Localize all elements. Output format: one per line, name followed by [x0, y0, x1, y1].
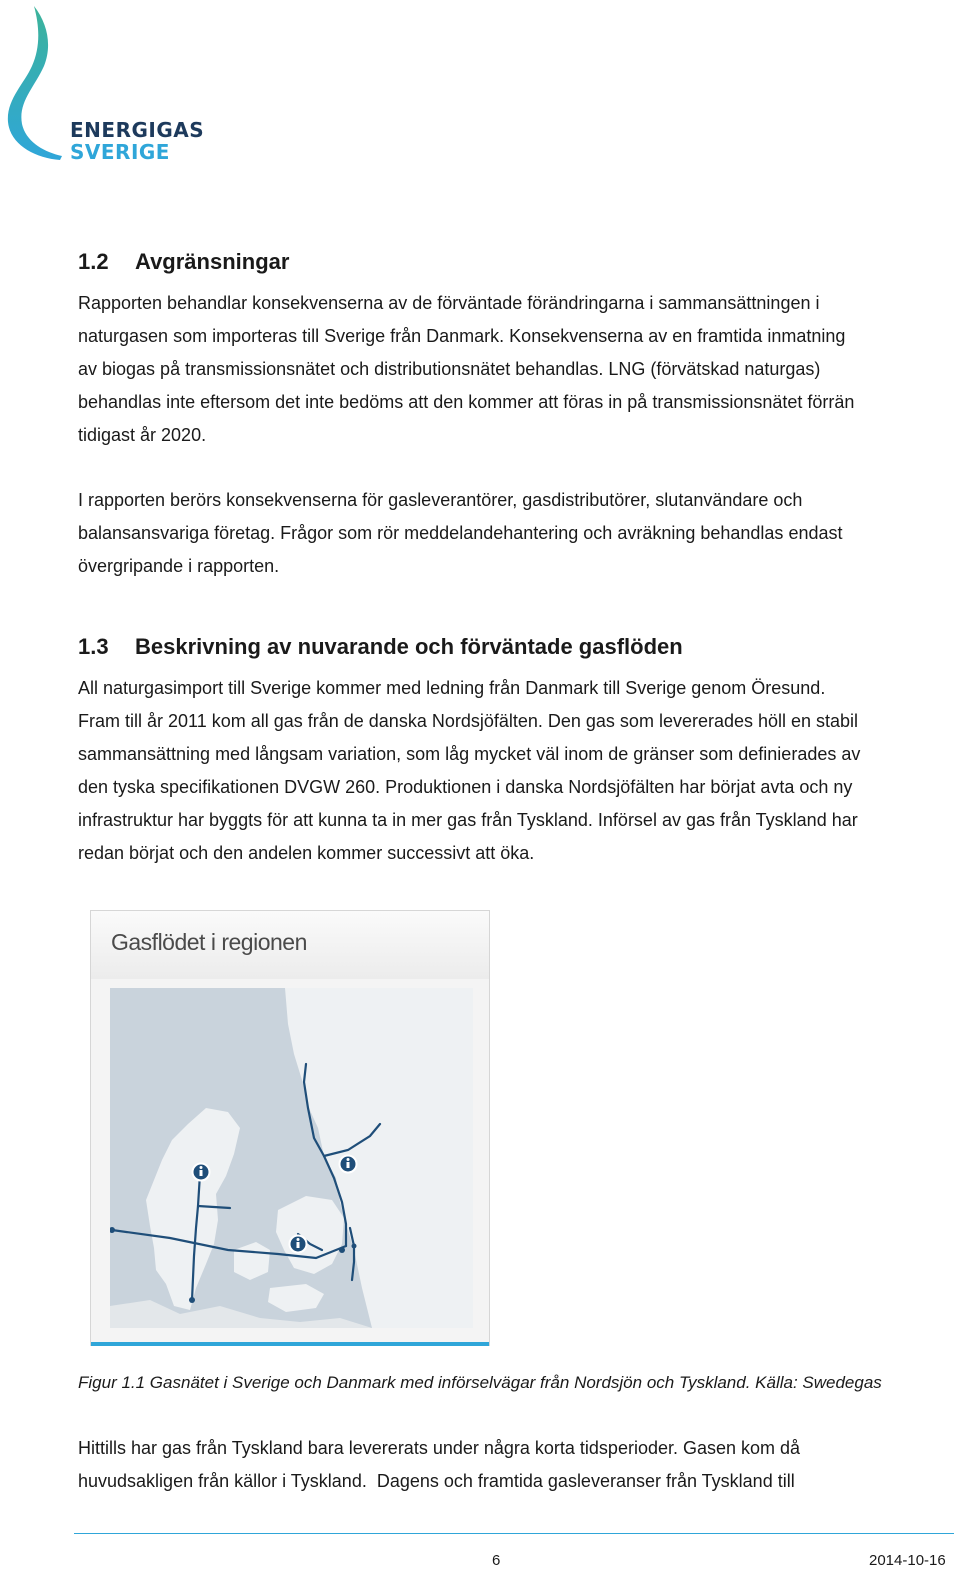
network-node	[352, 1244, 357, 1249]
network-node	[339, 1247, 345, 1253]
text-line: balansansvariga företag. Frågor som rör meddelandehantering och avräkning behandlas endast	[78, 523, 843, 543]
text-line: I rapporten berörs konsekvenserna för gasleverantörer, gasdistributörer, slutanvändare och	[78, 490, 803, 510]
text-line: den tyska specifikationen DVGW 260. Produktionen i danska Nordsjöfälten har börjat avta och ny	[78, 777, 853, 797]
text-line: All naturgasimport till Sverige kommer med ledning från Danmark till Sverige genom Öresund.	[78, 678, 826, 698]
text-line: behandlas inte eftersom det inte bedöms att den kommer att föras in på transmissionsnätet förrän	[78, 392, 855, 412]
text-line: naturgasen som importeras till Sverige från Danmark. Konsekvenserna av en framtida inmatning	[78, 326, 846, 346]
network-node	[189, 1297, 195, 1303]
text-line: Hittills har gas från Tyskland bara levererats under några korta tidsperioder. Gasen kom då	[78, 1438, 801, 1458]
map-info-marker-icon	[340, 1156, 357, 1173]
section-1-2-paragraph-1	[78, 287, 946, 452]
footer-date: 2014-10-16	[869, 1552, 946, 1569]
text-line: infrastruktur har byggts för att kunna ta in mer gas från Tyskland. Införsel av gas från Tyskland har	[78, 810, 858, 830]
page-number: 6	[492, 1552, 501, 1569]
section-number: 1.3	[78, 634, 109, 659]
logo-text-line2: SVERIGE	[70, 140, 170, 164]
closing-paragraph	[78, 1432, 946, 1498]
logo-text-line1: ENERGIGAS	[70, 118, 205, 142]
section-number: 1.2	[78, 249, 109, 274]
text-line: Rapporten behandlar konsekvenserna av de förväntade förändringarna i sammansättningen i	[78, 293, 820, 313]
gas-network-map	[110, 988, 473, 1328]
map-info-marker-icon	[193, 1164, 210, 1181]
figure-title: Gasflödet i regionen	[111, 929, 307, 955]
figure-caption: Figur 1.1 Gasnätet i Sverige och Danmark med införselvägar från Nordsjön och Tyskland. Källa: Swedegas	[78, 1373, 882, 1392]
figure-accent-bar	[91, 1342, 489, 1346]
section-1-3-heading	[78, 634, 946, 660]
text-line: av biogas på transmissionsnätet och distributionsnätet behandlas. LNG (förvätskad naturgas)	[78, 359, 821, 379]
map-info-marker-icon	[290, 1236, 307, 1253]
footer-divider	[74, 1533, 954, 1534]
text-line: tidigast år 2020.	[78, 425, 207, 445]
text-line: Fram till år 2011 kom all gas från de danska Nordsjöfälten. Den gas som levererades höll en stabil	[78, 711, 859, 731]
section-title: Avgränsningar	[135, 249, 290, 274]
text-line: sammansättning med långsam variation, som låg mycket väl inom de gränser som definierades av	[78, 744, 861, 764]
section-1-2-heading	[78, 249, 946, 275]
text-line: övergripande i rapporten.	[78, 556, 280, 576]
section-1-2-paragraph-2	[78, 484, 946, 583]
text-line: redan börjat och den andelen kommer successivt att öka.	[78, 843, 535, 863]
energigas-logo	[4, 4, 204, 169]
gas-flow-figure	[90, 910, 490, 1346]
figure-header	[91, 911, 489, 979]
section-1-3-paragraph-1	[78, 672, 946, 870]
section-title: Beskrivning av nuvarande och förväntade gasflöden	[135, 634, 683, 659]
logo-mark-icon	[4, 4, 74, 164]
text-line: huvudsakligen från källor i Tyskland. Dagens och framtida gasleveranser från Tyskland till	[78, 1471, 795, 1491]
